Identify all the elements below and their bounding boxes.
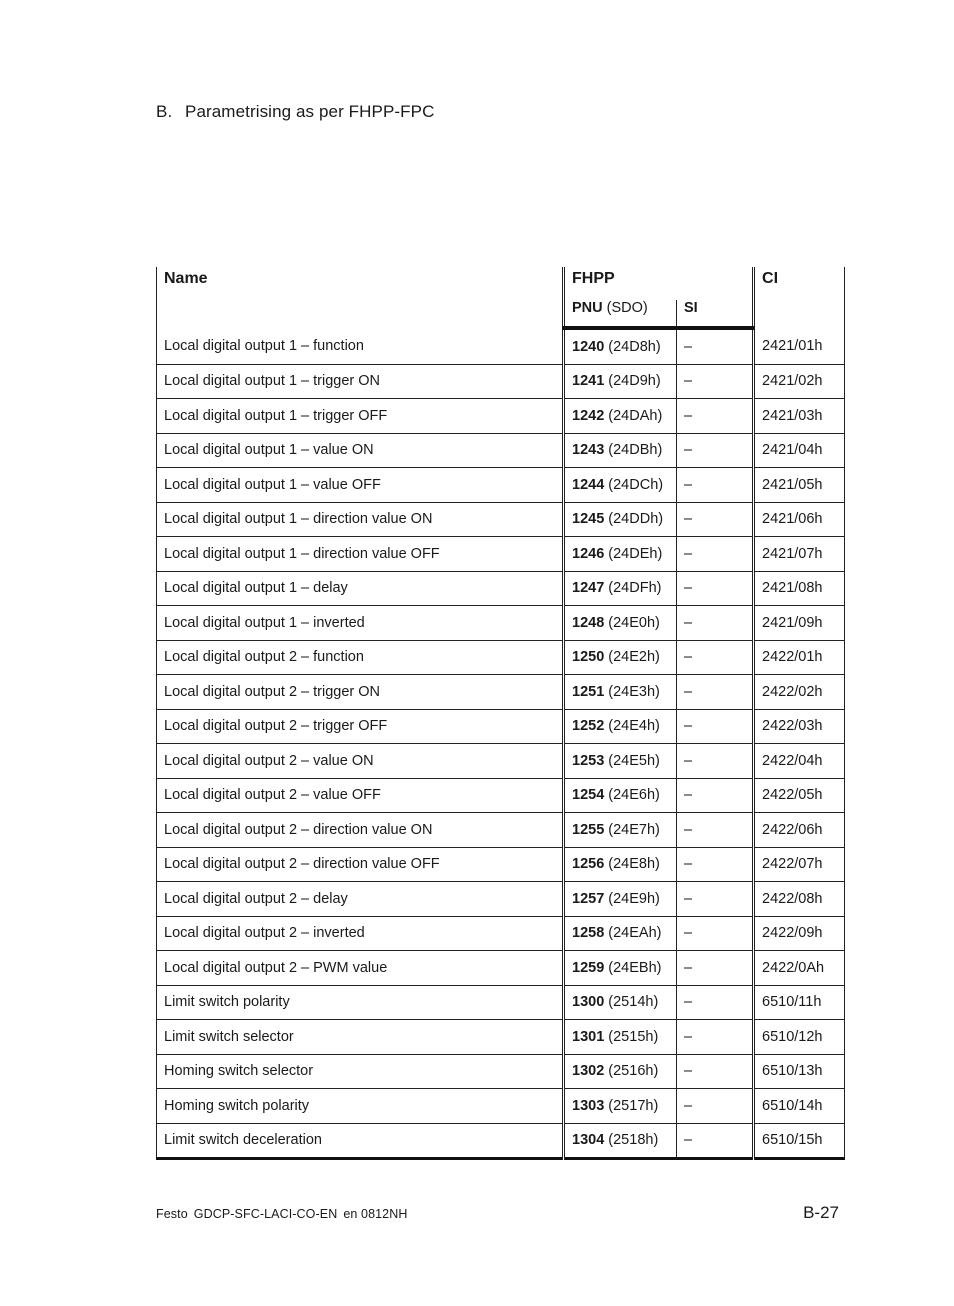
table-row [157, 744, 845, 779]
ci-cell: 6510/13h [754, 1054, 845, 1089]
header-pnu [564, 300, 677, 328]
pnu-hex: (2518h) [604, 1132, 659, 1149]
pnu-cell [564, 951, 677, 986]
pnu-hex: (24DEh) [604, 545, 663, 562]
si-cell: – [677, 1054, 754, 1089]
pnu-number: 1253 [572, 752, 605, 769]
header-fhpp: FHPP [564, 267, 754, 300]
si-cell: – [677, 985, 754, 1020]
pnu-hex: (24E7h) [604, 821, 660, 838]
si-cell: – [677, 1123, 754, 1159]
footer-brand: Festo [156, 1207, 188, 1221]
pnu-number: 1247 [572, 580, 605, 597]
si-cell: – [677, 744, 754, 779]
table-row [157, 985, 845, 1020]
parameter-name: Local digital output 2 – PWM value [157, 951, 564, 986]
pnu-hex: (24E3h) [604, 683, 660, 700]
pnu-hex: (24DDh) [604, 511, 664, 528]
pnu-number: 1258 [572, 925, 605, 942]
ci-cell: 6510/15h [754, 1123, 845, 1159]
table-row [157, 1123, 845, 1159]
si-cell: – [677, 916, 754, 951]
pnu-number: 1254 [572, 787, 605, 804]
table-row [157, 537, 845, 572]
pnu-hex: (24EAh) [604, 925, 662, 942]
table-row [157, 847, 845, 882]
pnu-cell [564, 537, 677, 572]
parameter-name: Local digital output 2 – trigger OFF [157, 709, 564, 744]
pnu-hex: (24E5h) [604, 752, 660, 769]
header-si: SI [677, 300, 754, 328]
header-pnu-label: PNU [572, 300, 603, 316]
table-row [157, 675, 845, 710]
parameter-name: Homing switch polarity [157, 1089, 564, 1124]
ci-cell: 2421/08h [754, 571, 845, 606]
parameter-name: Local digital output 2 – value ON [157, 744, 564, 779]
ci-cell: 6510/12h [754, 1020, 845, 1055]
parameter-name: Local digital output 1 – function [157, 328, 564, 364]
pnu-cell [564, 709, 677, 744]
table-row [157, 364, 845, 399]
page-number: B-27 [803, 1203, 839, 1222]
si-cell: – [677, 675, 754, 710]
section-heading [156, 102, 434, 122]
pnu-cell [564, 882, 677, 917]
si-cell: – [677, 1020, 754, 1055]
pnu-hex: (24E9h) [604, 890, 660, 907]
si-cell: – [677, 537, 754, 572]
pnu-cell [564, 744, 677, 779]
table-body [157, 328, 845, 1159]
ci-cell: 2422/0Ah [754, 951, 845, 986]
parameter-name: Local digital output 2 – value OFF [157, 778, 564, 813]
table-row [157, 606, 845, 641]
pnu-cell [564, 399, 677, 434]
table-row [157, 433, 845, 468]
pnu-hex: (24E8h) [604, 856, 660, 873]
si-cell: – [677, 1089, 754, 1124]
pnu-number: 1243 [572, 442, 605, 459]
footer-doc-id: GDCP-SFC-LACI-CO-EN [193, 1207, 338, 1221]
pnu-number: 1255 [572, 821, 605, 838]
ci-cell: 2421/07h [754, 537, 845, 572]
table-row [157, 640, 845, 675]
parameter-name: Local digital output 1 – direction value OFF [157, 537, 564, 572]
pnu-cell [564, 675, 677, 710]
table-row [157, 813, 845, 848]
ci-cell: 2421/09h [754, 606, 845, 641]
pnu-number: 1300 [572, 994, 605, 1011]
pnu-cell [564, 364, 677, 399]
si-cell: – [677, 709, 754, 744]
table-row [157, 571, 845, 606]
pnu-cell [564, 1089, 677, 1124]
ci-cell: 2421/05h [754, 468, 845, 503]
pnu-hex: (24DFh) [604, 580, 662, 597]
parameter-name: Local digital output 2 – function [157, 640, 564, 675]
parameter-name: Local digital output 2 – trigger ON [157, 675, 564, 710]
pnu-cell [564, 640, 677, 675]
pnu-cell [564, 985, 677, 1020]
table-row [157, 916, 845, 951]
table-row [157, 468, 845, 503]
pnu-cell [564, 606, 677, 641]
pnu-hex: (24DAh) [604, 407, 663, 424]
pnu-number: 1246 [572, 545, 605, 562]
pnu-cell [564, 778, 677, 813]
pnu-cell [564, 916, 677, 951]
pnu-hex: (2515h) [604, 1028, 659, 1045]
parameter-name: Local digital output 1 – value ON [157, 433, 564, 468]
pnu-hex: (2516h) [604, 1063, 659, 1080]
si-cell: – [677, 399, 754, 434]
ci-cell: 2421/01h [754, 328, 845, 364]
pnu-number: 1242 [572, 407, 605, 424]
si-cell: – [677, 813, 754, 848]
ci-cell: 2422/06h [754, 813, 845, 848]
pnu-hex: (2517h) [604, 1097, 659, 1114]
header-pnu-sdo: (SDO) [602, 300, 648, 316]
parameter-name: Homing switch selector [157, 1054, 564, 1089]
pnu-number: 1256 [572, 856, 605, 873]
pnu-hex: (24E4h) [604, 718, 660, 735]
parameter-name: Local digital output 2 – delay [157, 882, 564, 917]
parameter-name: Local digital output 2 – direction value ON [157, 813, 564, 848]
si-cell: – [677, 847, 754, 882]
ci-cell: 2422/02h [754, 675, 845, 710]
pnu-number: 1241 [572, 373, 605, 390]
pnu-hex: (24D9h) [604, 373, 661, 390]
ci-cell: 2422/01h [754, 640, 845, 675]
si-cell: – [677, 571, 754, 606]
si-cell: – [677, 778, 754, 813]
ci-cell: 2422/09h [754, 916, 845, 951]
pnu-cell [564, 847, 677, 882]
table-row [157, 328, 845, 364]
pnu-hex: (24EBh) [604, 959, 662, 976]
pnu-cell [564, 813, 677, 848]
section-title: Parametrising as per FHPP-FPC [185, 102, 435, 121]
pnu-hex: (2514h) [604, 994, 659, 1011]
pnu-cell [564, 502, 677, 537]
footer-document-info [156, 1207, 413, 1221]
table-row [157, 1054, 845, 1089]
table-row [157, 502, 845, 537]
parameter-name: Local digital output 1 – inverted [157, 606, 564, 641]
parameter-table [156, 267, 845, 1160]
pnu-number: 1245 [572, 511, 605, 528]
pnu-number: 1302 [572, 1063, 605, 1080]
pnu-hex: (24DCh) [604, 476, 664, 493]
ci-cell: 2421/06h [754, 502, 845, 537]
parameter-name: Local digital output 1 – value OFF [157, 468, 564, 503]
ci-cell: 2422/03h [754, 709, 845, 744]
pnu-cell [564, 571, 677, 606]
pnu-number: 1240 [572, 338, 605, 355]
si-cell: – [677, 468, 754, 503]
pnu-number: 1257 [572, 890, 605, 907]
table-row [157, 951, 845, 986]
table-row [157, 1089, 845, 1124]
si-cell: – [677, 364, 754, 399]
pnu-cell [564, 433, 677, 468]
si-cell: – [677, 640, 754, 675]
header-ci: CI [754, 267, 845, 328]
pnu-cell [564, 328, 677, 364]
table-row [157, 1020, 845, 1055]
pnu-hex: (24DBh) [604, 442, 663, 459]
table-row [157, 882, 845, 917]
section-number: B. [156, 102, 173, 121]
pnu-cell [564, 1020, 677, 1055]
ci-cell: 6510/14h [754, 1089, 845, 1124]
pnu-cell [564, 468, 677, 503]
pnu-hex: (24E2h) [604, 649, 660, 666]
ci-cell: 2422/04h [754, 744, 845, 779]
pnu-number: 1244 [572, 476, 605, 493]
pnu-cell [564, 1054, 677, 1089]
ci-cell: 2421/04h [754, 433, 845, 468]
parameter-name: Limit switch selector [157, 1020, 564, 1055]
pnu-number: 1252 [572, 718, 605, 735]
si-cell: – [677, 606, 754, 641]
parameter-name: Local digital output 1 – direction value ON [157, 502, 564, 537]
pnu-number: 1248 [572, 614, 605, 631]
si-cell: – [677, 328, 754, 364]
footer-edition: en 0812NH [343, 1207, 408, 1221]
si-cell: – [677, 433, 754, 468]
parameter-name: Local digital output 1 – trigger ON [157, 364, 564, 399]
parameter-name: Local digital output 2 – direction value OFF [157, 847, 564, 882]
pnu-number: 1303 [572, 1097, 605, 1114]
pnu-hex: (24D8h) [604, 338, 661, 355]
header-name: Name [157, 267, 564, 328]
pnu-number: 1251 [572, 683, 605, 700]
table-row [157, 778, 845, 813]
table-row [157, 709, 845, 744]
si-cell: – [677, 951, 754, 986]
pnu-number: 1304 [572, 1132, 605, 1149]
ci-cell: 2422/08h [754, 882, 845, 917]
pnu-number: 1250 [572, 649, 605, 666]
pnu-hex: (24E6h) [604, 787, 660, 804]
table-row [157, 399, 845, 434]
pnu-cell [564, 1123, 677, 1159]
parameter-name: Limit switch polarity [157, 985, 564, 1020]
pnu-number: 1301 [572, 1028, 605, 1045]
ci-cell: 2422/07h [754, 847, 845, 882]
pnu-hex: (24E0h) [604, 614, 660, 631]
ci-cell: 6510/11h [754, 985, 845, 1020]
pnu-number: 1259 [572, 959, 605, 976]
parameter-name: Limit switch deceleration [157, 1123, 564, 1159]
parameter-name: Local digital output 1 – trigger OFF [157, 399, 564, 434]
ci-cell: 2421/02h [754, 364, 845, 399]
si-cell: – [677, 882, 754, 917]
parameter-name: Local digital output 2 – inverted [157, 916, 564, 951]
ci-cell: 2422/05h [754, 778, 845, 813]
si-cell: – [677, 502, 754, 537]
parameter-name: Local digital output 1 – delay [157, 571, 564, 606]
ci-cell: 2421/03h [754, 399, 845, 434]
